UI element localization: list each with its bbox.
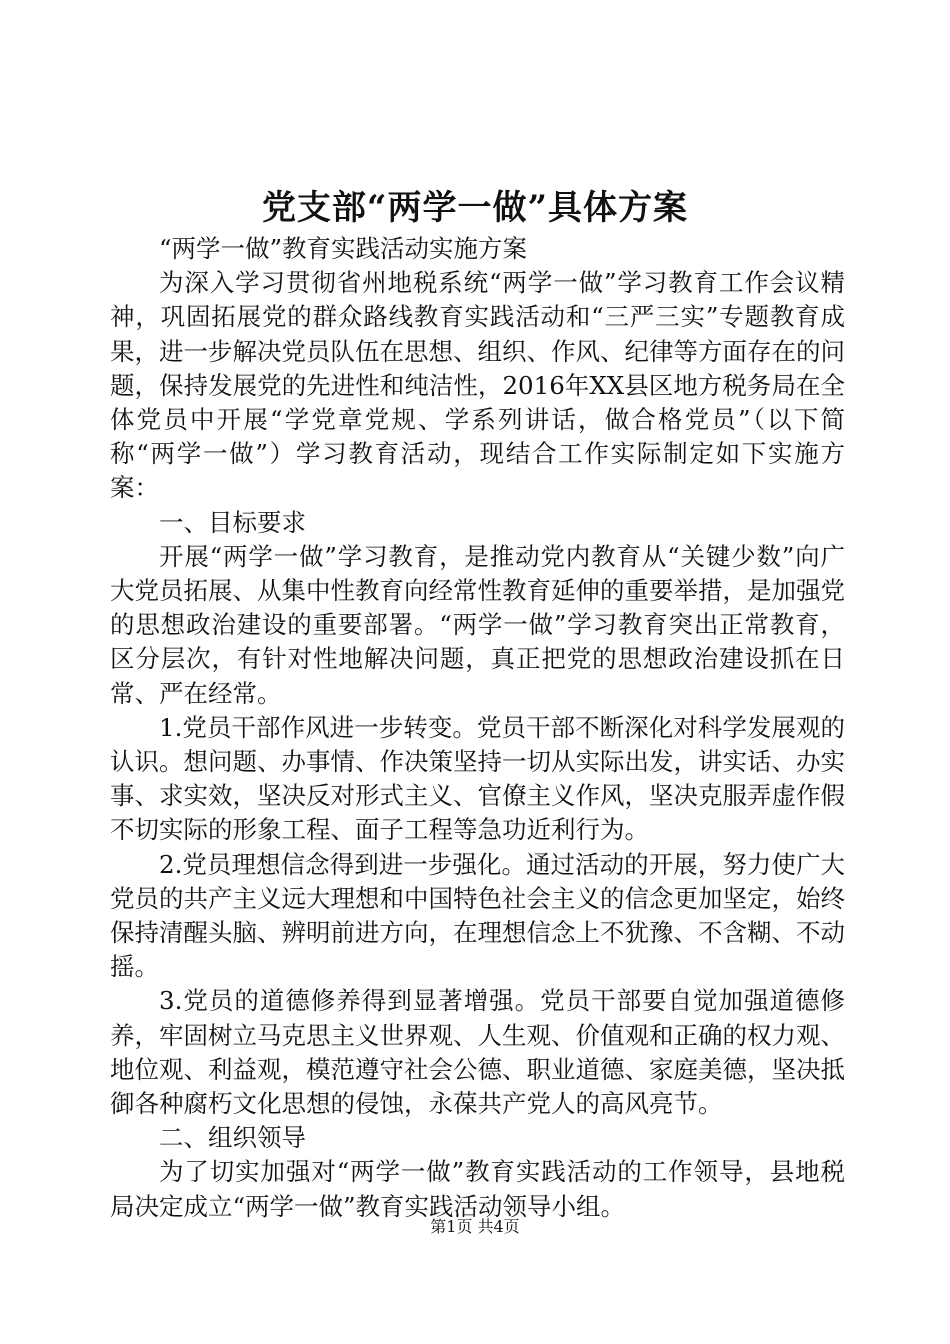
goals-paragraph: 开展“两学一做”学习教育，是推动党内教育从“关键少数”向广大党员拓展、从集中性教育向经常性教育延伸的重要举措，是加强党的思想政治建设的重要部署。“两学一做”学习教育突出正常教育，区分层次，有针对性地解决问题，真正把党的思想政治建设抓在日常、严在经常。 [110,541,845,708]
goal-item-3: 3.党员的道德修养得到显著增强。党员干部要自觉加强道德修养，牢固树立马克思主义世界观、人生观、价值观和正确的权力观、地位观、利益观，模范遵守社会公德、职业道德、家庭美德，坚决抵御各种腐朽文化思想的侵蚀，永葆共产党人的高风亮节。 [110,986,845,1119]
intro-paragraph: 为深入学习贯彻省州地税系统“两学一做”学习教育工作会议精神，巩固拓展党的群众路线教育实践活动和“三严三实”专题教育成果，进一步解决党员队伍在思想、组织、作风、纪律等方面存在的问题，保持发展党的先进性和纯洁性，2016年XX县区地方税务局在全体党员中开展“学党章党规、学系列讲话，做合格党员”（以下简称“两学一做”）学习教育活动，现结合工作实际制定如下实施方案： [110,268,845,503]
document-body [110,232,845,1224]
page-number: 第1页 共4页 [430,1217,520,1236]
subtitle-paragraph: “两学一做”教育实践活动实施方案 [159,234,528,263]
section-heading-leadership: 二、组织领导 [159,1123,306,1153]
goal-item-1: 1.党员干部作风进一步转变。党员干部不断深化对科学发展观的认识。想问题、办事情、作决策坚持一切从实际出发，讲实话、办实事、求实效，坚决反对形式主义、官僚主义作风，坚决克服弄虚作假不切实际的形象工程、面子工程等急功近利行为。 [110,712,845,845]
leadership-paragraph: 为了切实加强对“两学一做”教育实践活动的工作领导，县地税局决定成立“两学一做”教育实践活动领导小组。 [110,1157,845,1221]
section-heading-goals: 一、目标要求 [159,507,306,537]
document-title: 党支部“两学一做”具体方案 [261,188,689,228]
goal-item-2: 2.党员理想信念得到进一步强化。通过活动的开展，努力使广大党员的共产主义远大理想和中国特色社会主义的信念更加坚定，始终保持清醒头脑、辨明前进方向，在理想信念上不犹豫、不含糊、不动摇。 [110,849,845,982]
